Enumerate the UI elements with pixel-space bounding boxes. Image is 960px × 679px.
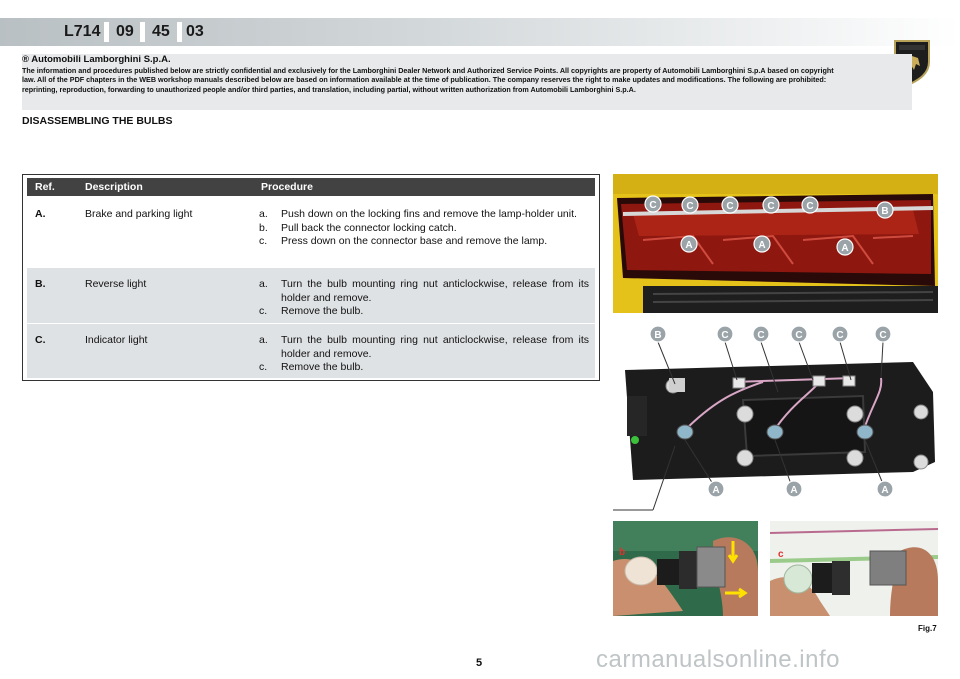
step-text: Remove the bulb. — [281, 305, 364, 317]
step-text: Press down on the connector base and remove the lamp. — [281, 235, 548, 247]
page-number: 5 — [476, 657, 483, 669]
header-description: Description — [85, 181, 143, 193]
step-text: Push down on the locking fins and remove the lamp-holder unit. — [281, 208, 577, 220]
manual-code-subgroup: 45 — [152, 23, 170, 40]
step-label: b. — [259, 221, 268, 234]
label-text: A — [758, 240, 766, 251]
step-label: a. — [259, 208, 268, 220]
callout-label — [786, 481, 802, 497]
step-label: c. — [259, 235, 268, 247]
table-row — [27, 323, 595, 378]
callout-label — [682, 197, 698, 213]
lamp-rear-photo — [613, 322, 938, 512]
label-text: C — [767, 201, 775, 212]
label-text: B — [654, 330, 662, 341]
label-text: A — [790, 485, 798, 496]
label-text: C — [806, 201, 814, 212]
step-label-b: b — [619, 547, 626, 558]
callout-label — [877, 481, 893, 497]
label-text: C — [726, 201, 734, 212]
code-separator — [140, 22, 145, 42]
table-row — [27, 268, 595, 323]
label-text: C — [795, 330, 803, 341]
step-label: c. — [259, 361, 268, 373]
step-label: c. — [259, 305, 268, 317]
callout-label — [645, 196, 661, 212]
label-text: C — [649, 200, 657, 211]
manual-code-group: 09 — [116, 23, 134, 40]
callout-label — [791, 326, 807, 342]
label-text: C — [879, 330, 887, 341]
callout-label — [717, 326, 733, 342]
callout-label — [681, 236, 697, 252]
callout-label — [708, 481, 724, 497]
table-row — [27, 198, 595, 268]
label-text: C — [757, 330, 765, 341]
step-b-photo — [613, 521, 758, 616]
row-description: Brake and parking light — [85, 208, 193, 220]
label-text: C — [721, 330, 729, 341]
bulb-procedure-table — [22, 174, 600, 381]
step-label: a. — [259, 278, 268, 290]
step-label-c: c — [778, 549, 784, 560]
row-ref: C. — [35, 334, 46, 346]
callout-label — [754, 236, 770, 252]
label-text: B — [881, 206, 889, 217]
row-description: Indicator light — [85, 334, 148, 346]
row-ref: A. — [35, 208, 46, 220]
label-text: C — [686, 201, 694, 212]
watermark: carmanualsonline.info — [596, 646, 840, 673]
manual-code-model: L714 — [64, 23, 101, 40]
callout-label — [722, 197, 738, 213]
step-c-photo — [770, 521, 938, 616]
callout-label — [650, 326, 666, 342]
header-ref: Ref. — [35, 181, 55, 193]
callout-label — [877, 202, 893, 218]
label-text: A — [881, 485, 889, 496]
callout-label — [875, 326, 891, 342]
row-procedure — [259, 278, 589, 319]
step-text: Remove the bulb. — [281, 361, 364, 373]
callout-label — [832, 326, 848, 342]
status-led — [631, 436, 639, 444]
label-text: A — [841, 243, 849, 254]
step-label: a. — [259, 334, 268, 346]
callout-label — [837, 239, 853, 255]
callout-label — [802, 197, 818, 213]
header-procedure: Procedure — [261, 181, 313, 193]
code-separator — [104, 22, 109, 42]
label-text: A — [685, 240, 693, 251]
row-description: Reverse light — [85, 278, 147, 290]
row-procedure — [259, 334, 589, 375]
tail-lamp-photo — [613, 174, 938, 313]
label-text: C — [836, 330, 844, 341]
label-text: A — [712, 485, 720, 496]
legal-notice-text: The information and procedures published below are strictly confidential and exclusively for the Lamborghini Dealer Network and Authorized Service Points. All copyrights are property of Automobili Lamborghini S.p.A based on copyright law. All of the PDF chapters in the WEB workshop manuals described below are based on information available at the time of publication. The company reserves the right to make updates and modifications. The following are prohibited: reprinting, reproduction, forwarding to unauthorized people and/or third parties, and translation, including partial, without written authorization from Automobili Lamborghini S.p.A. — [22, 66, 834, 94]
section-title: DISASSEMBLING THE BULBS — [22, 115, 173, 127]
step-text: Turn the bulb mounting ring nut anticlockwise, release from its holder and remove. — [281, 334, 589, 360]
legal-notice-title: ® Automobili Lamborghini S.p.A. — [22, 54, 171, 65]
code-separator — [177, 22, 182, 42]
callout-label — [753, 326, 769, 342]
step-text: Turn the bulb mounting ring nut anticlockwise, release from its holder and remove. — [281, 278, 589, 304]
row-procedure — [259, 208, 589, 249]
figure-caption: Fig.7 — [918, 624, 937, 633]
callout-label — [763, 197, 779, 213]
manual-code-section: 03 — [186, 23, 204, 40]
table-header — [27, 178, 595, 196]
step-text: Pull back the connector locking catch. — [281, 221, 457, 234]
row-ref: B. — [35, 278, 46, 290]
